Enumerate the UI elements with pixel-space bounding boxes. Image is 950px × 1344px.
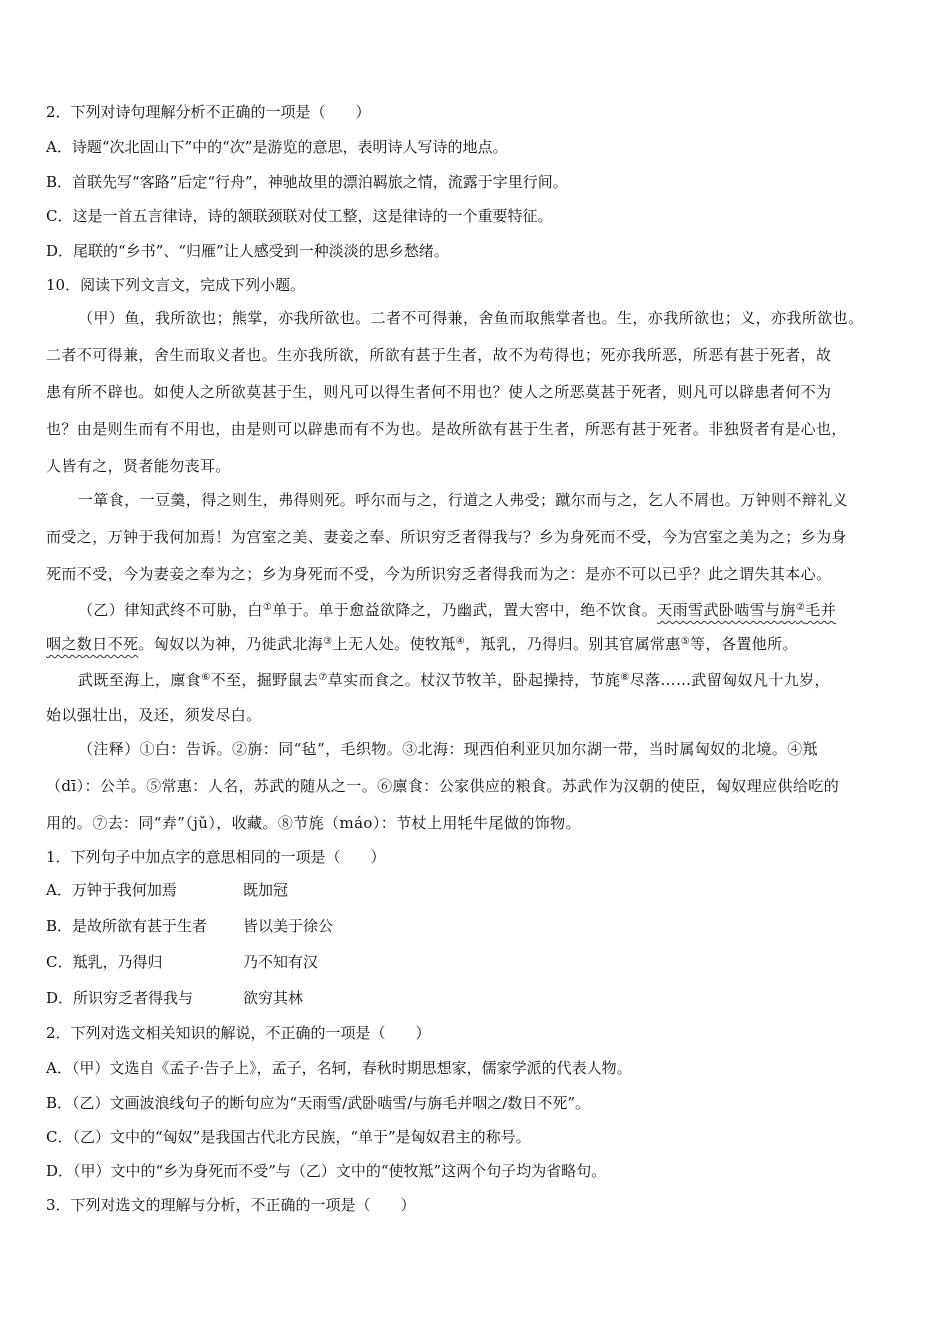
passage-jia-line: 二者不可得兼，舍生而取义者也。生亦我所欲，所欲有甚于生者，故不为苟得也；死亦我所恶，所恶有甚于死者，故 [46, 346, 832, 364]
sub1-option-a [46, 880, 906, 900]
sub2-stem: 2．下列对选文相关知识的解说，不正确的一项是（ ） [46, 1024, 431, 1042]
q10-stem: 10．阅读下列文言文，完成下列小题。 [46, 276, 306, 294]
passage-yi-line-3 [78, 668, 830, 690]
sub1-option-c [46, 952, 906, 972]
option-left: A．万钟于我何加焉 [46, 881, 177, 899]
sub1-option-d [46, 988, 906, 1008]
sub2-option-a: A．（甲）文选自《孟子·告子上》，孟子，名轲，春秋时期思想家，儒家学派的代表人物。 [46, 1059, 632, 1077]
annotation-line: （注释）①白：告诉。②旃：同“毡”，毛织物。③北海：现西伯利亚贝加尔湖一带，当时属匈奴的北境。④羝 [78, 740, 818, 758]
q2-option-d: D．尾联的“乡书”、“归雁”让人感受到一种淡淡的思乡愁绪。 [46, 242, 449, 260]
q2-option-b: B．首联先写“客路”后定“行舟”，神驰故里的漂泊羁旅之情，流露于字里行间。 [46, 173, 568, 191]
passage-jia-line: 而受之，万钟于我何加焉！为宫室之美、妻妾之奉、所识穷乏者得我与？乡为身死而不受，今为宫室之美为之；乡为身 [46, 528, 847, 546]
passage-jia-line: （甲）鱼，我所欲也；熊掌，亦我所欲也。二者不可得兼，舍鱼而取熊掌者也。生，亦我所欲也；义，亦我所欲也。 [78, 309, 864, 327]
yi-text: （乙）律知武终不可胁，白 [78, 601, 263, 619]
yi-text: 武既至海上，廪食 [78, 671, 202, 689]
option-right: 欲穷其林 [243, 989, 304, 1007]
passage-jia-line: 一箪食，一豆羹，得之则生，弗得则死。呼尔而与之，行道之人弗受；蹴尔而与之，乞人不屑也。万钟则不辩礼义 [78, 491, 849, 509]
note-marker: ③ [323, 636, 333, 647]
annotation-line: （dī）：公羊。⑤常惠：人名，苏武的随从之一。⑥廪食：公家供应的粮食。苏武作为汉朝的使臣，匈奴理应供给吃的 [46, 777, 840, 795]
passage-jia-line: 也？由是则生而有不用也，由是则可以辟患而有不为也。是故所欲有甚于生者，所恶有甚于死者。非独贤者有是心也， [46, 420, 847, 438]
sub1-stem: 1．下列句子中加点字的意思相同的一项是（ ） [46, 848, 386, 866]
note-marker: ⑥ [201, 672, 211, 683]
sub2-option-c: C．（乙）文中的“匈奴”是我国古代北方民族，“单于”是匈奴君主的称号。 [46, 1128, 531, 1146]
passage-jia-line: 患有所不辟也。如使人之所欲莫甚于生，则凡可以得生者何不用也？使人之所恶莫甚于死者，则凡可以辟患者何不为 [46, 383, 832, 401]
option-right: 既加冠 [243, 881, 289, 899]
yi-text: 尽落……武留匈奴凡十九岁， [629, 671, 830, 689]
note-marker: ② [795, 602, 806, 613]
note-marker: ⑦ [318, 672, 328, 683]
annotation-line: 用的。⑦去：同“弆”（jǔ），收藏。⑧节旄（máo）：节杖上用牦牛尾做的饰物。 [46, 814, 581, 832]
option-right: 皆以美于徐公 [243, 917, 334, 935]
note-marker: ⑧ [620, 672, 630, 683]
sub2-option-d: D．（甲）文中的“乡为身死而不受”与（乙）文中的“使牧羝”这两个句子均为省略句。 [46, 1162, 607, 1180]
note-marker: ④ [455, 636, 466, 647]
yi-text: 天雨雪武卧啮雪与旃 [657, 601, 796, 619]
sub2-option-b: B．（乙）文画波浪线句子的断句应为“天雨雪/武卧啮雪/与旃毛并咽之/数日不死”。 [46, 1094, 591, 1112]
passage-yi-line-4: 始以强壮出，及还，须发尽白。 [46, 706, 262, 724]
option-left: D．所识穷乏者得我与 [46, 989, 194, 1007]
wavy-underlined-sentence [657, 601, 836, 619]
passage-yi-line-1 [78, 598, 836, 620]
sub3-stem: 3．下列对选文的理解与分析，不正确的一项是（ ） [46, 1196, 416, 1214]
yi-text: 草实而食之。杖汉节牧羊，卧起操持，节旄 [327, 671, 621, 689]
sub1-option-b [46, 916, 906, 936]
yi-text: 等，各置他所。 [690, 635, 798, 653]
yi-text: 毛并 [805, 601, 836, 619]
yi-text: 。匈奴以为神，乃徙武北海 [138, 635, 324, 653]
option-left: B．是故所欲有甚于生者 [46, 917, 208, 935]
yi-text: 单于。单于愈益欲降之，乃幽武，置大窖中，绝不饮食。 [272, 601, 658, 619]
passage-jia-line: 死而不受，今为妻妾之奉为之；乡为身死而不受，今为所识穷乏者得我而为之：是亦不可以已乎？此之谓失其本心。 [46, 565, 832, 583]
q2-stem: 2．下列对诗句理解分析不正确的一项是（ ） [46, 103, 371, 121]
option-right: 乃不知有汉 [243, 953, 319, 971]
yi-text: ，羝乳，乃得归。别其官属常惠 [465, 635, 681, 653]
wavy-underlined-sentence: 咽之数日不死 [46, 635, 139, 653]
note-marker: ⑤ [680, 636, 691, 647]
q2-option-a: A．诗题“次北固山下”中的“次”是游览的意思，表明诗人写诗的地点。 [46, 138, 508, 156]
q2-option-c: C．这是一首五言律诗，诗的颔联颈联对仗工整，这是律诗的一个重要特征。 [46, 207, 553, 225]
note-marker: ① [262, 602, 273, 613]
yi-text: 不至，掘野鼠去 [210, 671, 319, 689]
passage-jia-line: 人皆有之，贤者能勿丧耳。 [46, 457, 231, 475]
yi-text: 上无人处。使牧羝 [332, 635, 456, 653]
option-left: C．羝乳，乃得归 [46, 953, 163, 971]
passage-yi-line-2 [46, 632, 798, 654]
